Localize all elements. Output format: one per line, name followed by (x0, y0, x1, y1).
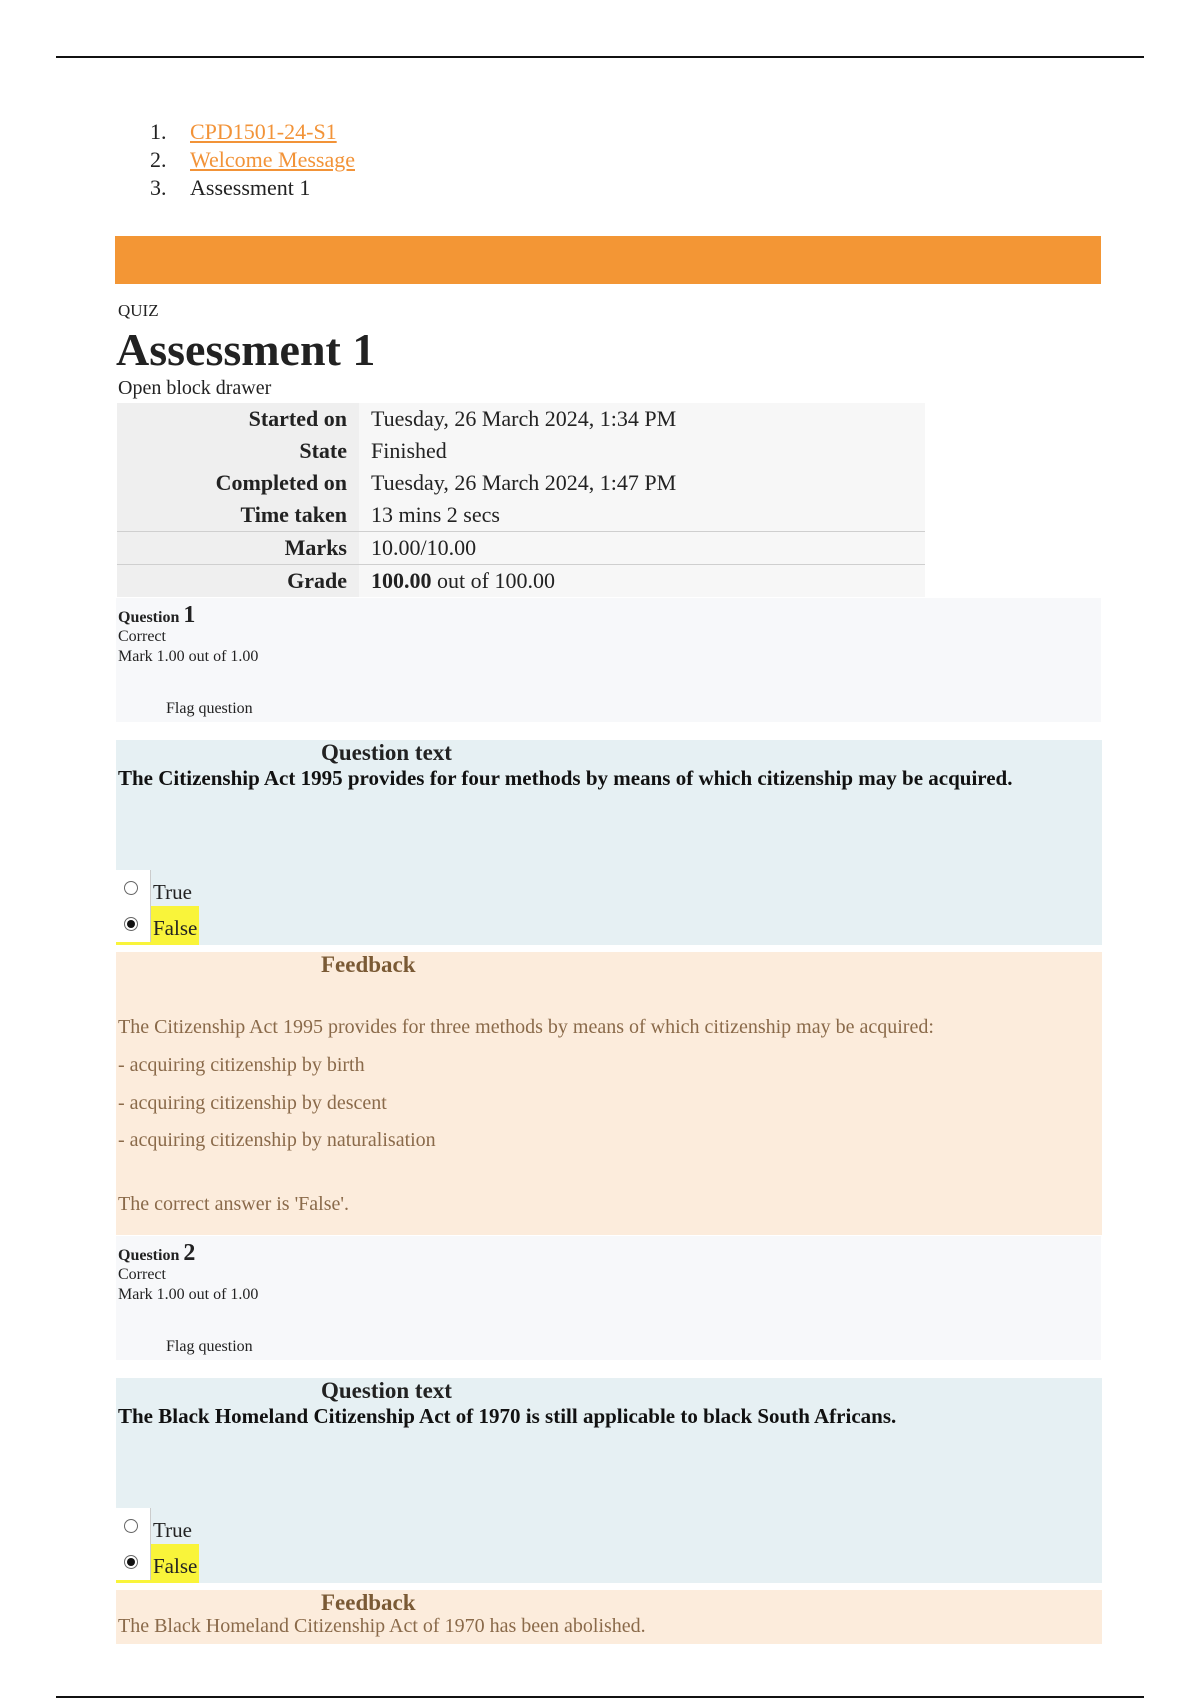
summary-row-state: State Finished (117, 435, 925, 467)
question-state: Correct (118, 1266, 166, 1283)
feedback-line: The Black Homeland Citizenship Act of 1970 has been abolished. (118, 1615, 646, 1637)
question-number: Question 2 (118, 1240, 196, 1266)
feedback-heading: Feedback (321, 1590, 416, 1615)
summary-row-time: Time taken 13 mins 2 secs (117, 499, 925, 532)
feedback-line: The Citizenship Act 1995 provides for three methods by means of which citizenship may be acquired: (118, 1016, 934, 1038)
question-info (116, 1236, 1101, 1360)
feedback-line: - acquiring citizenship by descent (118, 1092, 387, 1114)
summary-row-marks: Marks 10.00/10.00 (117, 532, 925, 565)
answer-label: True (150, 1508, 194, 1544)
breadcrumb (150, 118, 355, 202)
bottom-rule (56, 1696, 1144, 1698)
breadcrumb-link-welcome[interactable]: Welcome Message (190, 147, 355, 172)
question-text: The Black Homeland Citizenship Act of 1970 is still applicable to black South Africans. (118, 1404, 897, 1428)
top-rule (56, 56, 1144, 58)
flag-question-button[interactable]: Flag question (166, 1338, 253, 1355)
radio-false[interactable] (116, 906, 150, 942)
question-text: The Citizenship Act 1995 provides for four methods by means of which citizenship may be acquired. (118, 766, 1013, 790)
correct-answer-line: The correct answer is 'False'. (118, 1193, 350, 1215)
feedback-line: - acquiring citizenship by naturalisation (118, 1129, 436, 1151)
feedback-line: - acquiring citizenship by birth (118, 1054, 365, 1076)
page-title: Assessment 1 (116, 324, 376, 375)
summary-row-grade: Grade 100.00 out of 100.00 (117, 565, 925, 598)
grade-out-of: out of 100.00 (431, 568, 555, 593)
answer-label: True (150, 870, 194, 906)
question-number: Question 1 (118, 602, 196, 628)
answer-label: False (150, 1544, 199, 1580)
flag-question-button[interactable]: Flag question (166, 700, 253, 717)
radio-true[interactable] (116, 1508, 150, 1544)
summary-row-completed: Completed on Tuesday, 26 March 2024, 1:47 PM (117, 467, 925, 499)
breadcrumb-item[interactable]: 2. Welcome Message (150, 147, 355, 172)
feedback-heading: Feedback (321, 952, 416, 977)
question-text-heading: Question text (321, 740, 452, 765)
answer-option-true[interactable] (116, 870, 194, 906)
question-text-heading: Question text (321, 1378, 452, 1403)
open-block-drawer-button[interactable]: Open block drawer (118, 377, 272, 399)
radio-true[interactable] (116, 870, 150, 906)
feedback-panel (116, 1590, 1102, 1644)
question-content (116, 740, 1102, 945)
header-banner (115, 236, 1101, 284)
breadcrumb-item[interactable]: 1. CPD1501-24-S1 (150, 119, 337, 144)
answer-option-false[interactable] (116, 906, 199, 945)
question-info (116, 598, 1101, 722)
radio-false[interactable] (116, 1544, 150, 1580)
answer-label: False (150, 906, 199, 942)
answer-option-true[interactable] (116, 1508, 194, 1544)
question-mark: Mark 1.00 out of 1.00 (118, 648, 259, 665)
activity-type-label: QUIZ (118, 301, 159, 320)
feedback-panel (116, 952, 1102, 1235)
grade-value: 100.00 (371, 568, 432, 593)
summary-row-started: Started on Tuesday, 26 March 2024, 1:34 PM (117, 403, 925, 435)
question-content (116, 1378, 1102, 1583)
breadcrumb-item: 3. Assessment 1 (150, 175, 311, 200)
question-state: Correct (118, 628, 166, 645)
breadcrumb-link-course[interactable]: CPD1501-24-S1 (190, 119, 337, 144)
attempt-summary-table (117, 403, 925, 597)
answer-option-false[interactable] (116, 1544, 199, 1583)
question-mark: Mark 1.00 out of 1.00 (118, 1286, 259, 1303)
breadcrumb-current: Assessment 1 (190, 175, 311, 200)
